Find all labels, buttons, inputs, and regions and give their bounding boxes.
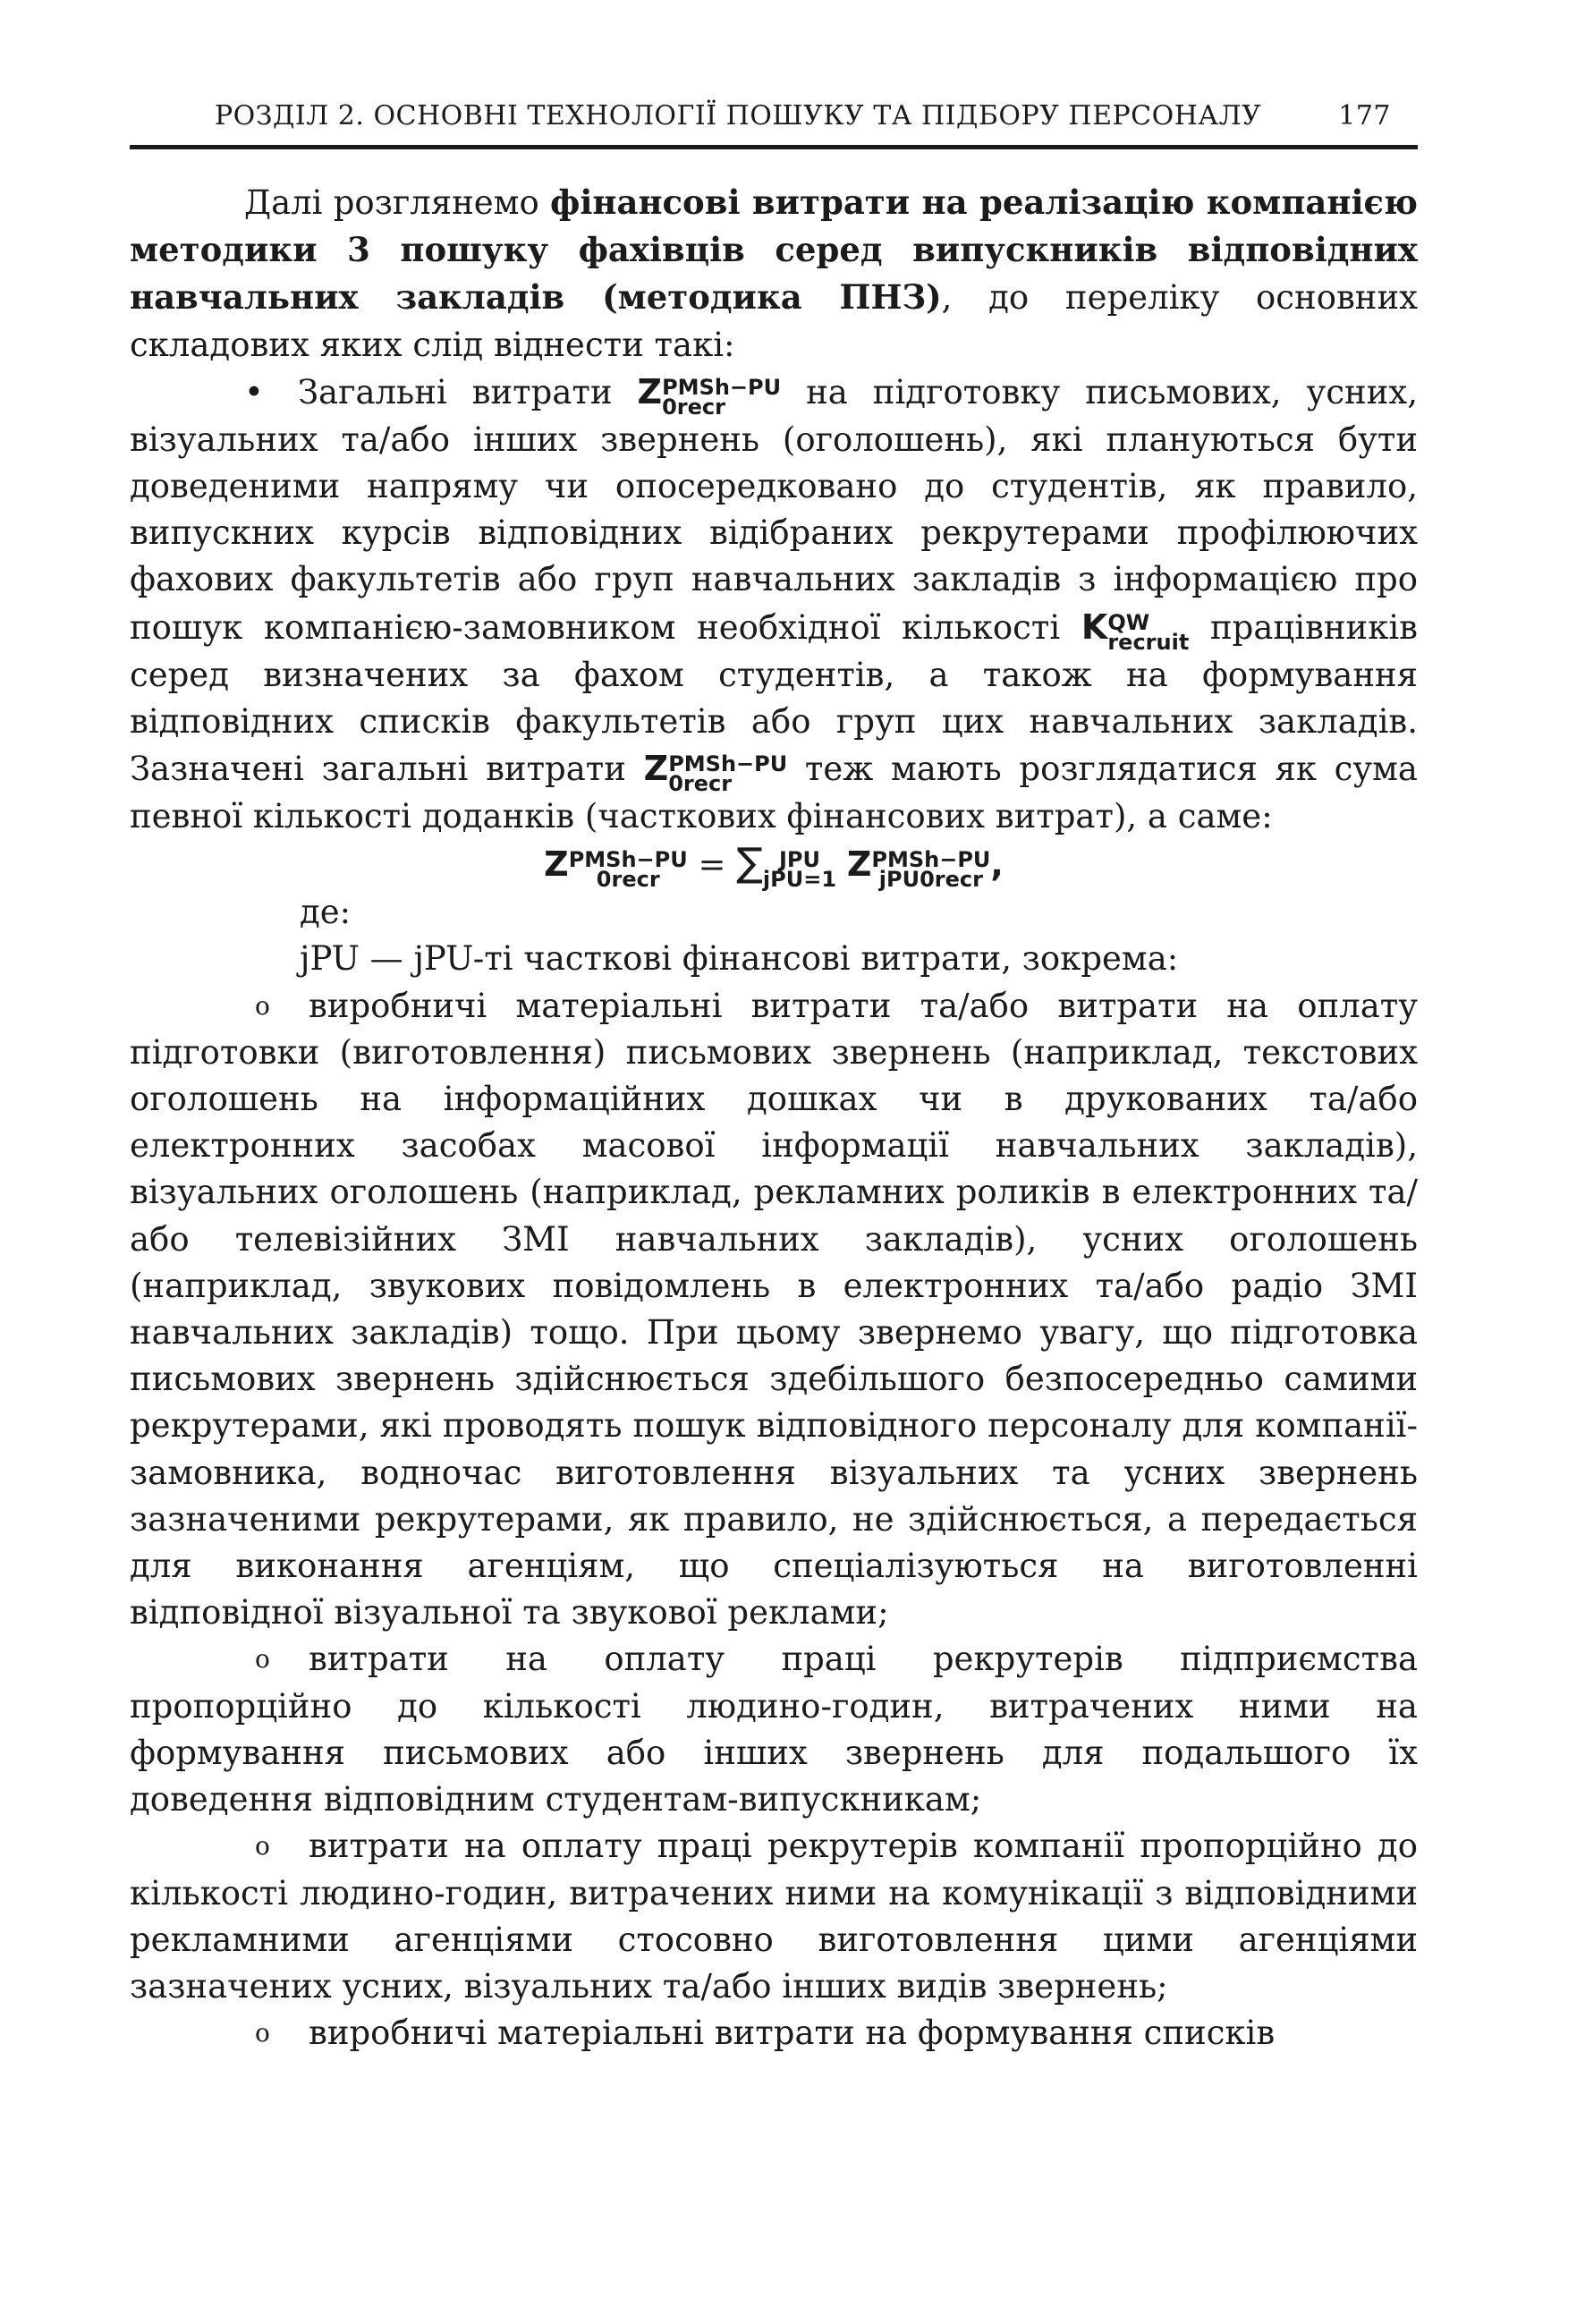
symbol-k-recruit: K QW recruit: [1081, 606, 1190, 655]
intro-bold-text: фінансові витрати на реалізацію компанією методики 3 пошуку фахівців серед випускників відповідних навчальних закладів (методика ПНЗ): [130, 182, 1418, 318]
circle-bullet-icon: o: [255, 990, 270, 1021]
bullet-text-4: теж мають розглядатися як сума певної кількості доданків (часткових фінансових витрат), а саме:: [130, 750, 1418, 836]
intro-text: Далі розглянемо: [244, 183, 550, 222]
body-text: [130, 179, 1418, 2057]
intro-paragraph: [130, 179, 1418, 369]
list-item: o витрати на оплату праці рекрутерів компанії пропорційно до кількості людино-годин, витрачених ними на комунікації з відповідними рекламними агенціями стосовно виготовлення цими агенціями зазначених усних, візуальних та/або інших видів звернень;: [130, 1823, 1418, 2010]
circle-bullet-icon: o: [255, 1644, 270, 1675]
where-definition: jPU — jPU-ті часткові фінансові витрати, зокрема:: [300, 939, 1179, 979]
bullet-paragraph: [130, 369, 1418, 840]
page-number: 177: [1338, 100, 1391, 131]
bullet-dot: •: [244, 372, 264, 411]
bullet-text-2: на підготовку письмових, усних, візуальних та/або інших звернень (оголошень), які плануються бути доведеними напряму чи опосередковано до студентів, як правило, випускних курсів відповідних відібраних рекрутерами профілюючих фахових факультетів або груп навчальних закладів з інформацією про пошук компанією-замовником необхідної кількості: [130, 372, 1418, 647]
intro-text-end: , до переліку основних складових яких слід віднести такі:: [130, 278, 1418, 364]
symbol-z0recr: Z PMSh−PU 0recr: [637, 371, 782, 420]
bullet-text-3: працівників серед визначених за фахом студентів, а також на формування відповідних списків факультетів або груп цих навчальних закладів. Зазначені загальні витрати: [130, 607, 1418, 789]
bullet-text-1: Загальні витрати: [298, 372, 638, 411]
list-item: o витрати на оплату праці рекрутерів підприємства пропорційно до кількості людино-годин, витрачених ними на формування письмових або інших звернень для подальшого їх доведення відповідним студентам-випускникам;: [130, 1636, 1418, 1823]
formula: Z PMSh−PU 0recr = ∑ JPU jPU=1 Z PMSh−PU jPU0recr ,: [544, 840, 1004, 893]
running-header: [130, 100, 1418, 149]
list-item: o виробничі матеріальні витрати на формування списків: [130, 2010, 1418, 2057]
where-label: де:: [300, 893, 352, 932]
symbol-z0recr-repeat: Z PMSh−PU 0recr: [643, 749, 788, 797]
list-item: o виробничі матеріальні витрати та/або витрати на оплату підготовки (виготовлення) письмових звернень (наприклад, текстових оголошень на інформаційних дошках чи в друкованих та/або електронних засобах масової інформації навчальних закладів), візуальних оголошень (наприклад, рекламних роликів в електронних та/або телевізійних ЗМІ навчальних закладів), усних оголошень (наприклад, звукових повідомлень в електронних та/або радіо ЗМІ навчальних закладів) тощо. При цьому звернемо увагу, що підготовка письмових звернень здійснюється здебільшого безпосередньо самими рекрутерами, які проводять пошук відповідного персоналу для компанії-замовника, водночас виготовлення візуальних та усних звернень зазначеними рекрутерами, як правило, не здійснюється, а передається для виконання агенціям, що спеціалізуються на виготовленні відповідної візуальної та звукової реклами;: [130, 983, 1418, 1637]
chapter-title: РОЗДІЛ 2. ОСНОВНІ ТЕХНОЛОГІЇ ПОШУКУ ТА ПІДБОРУ ПЕРСОНАЛУ: [215, 100, 1262, 131]
circle-bullet-icon: o: [255, 2018, 270, 2048]
circle-bullet-icon: o: [255, 1831, 270, 1862]
